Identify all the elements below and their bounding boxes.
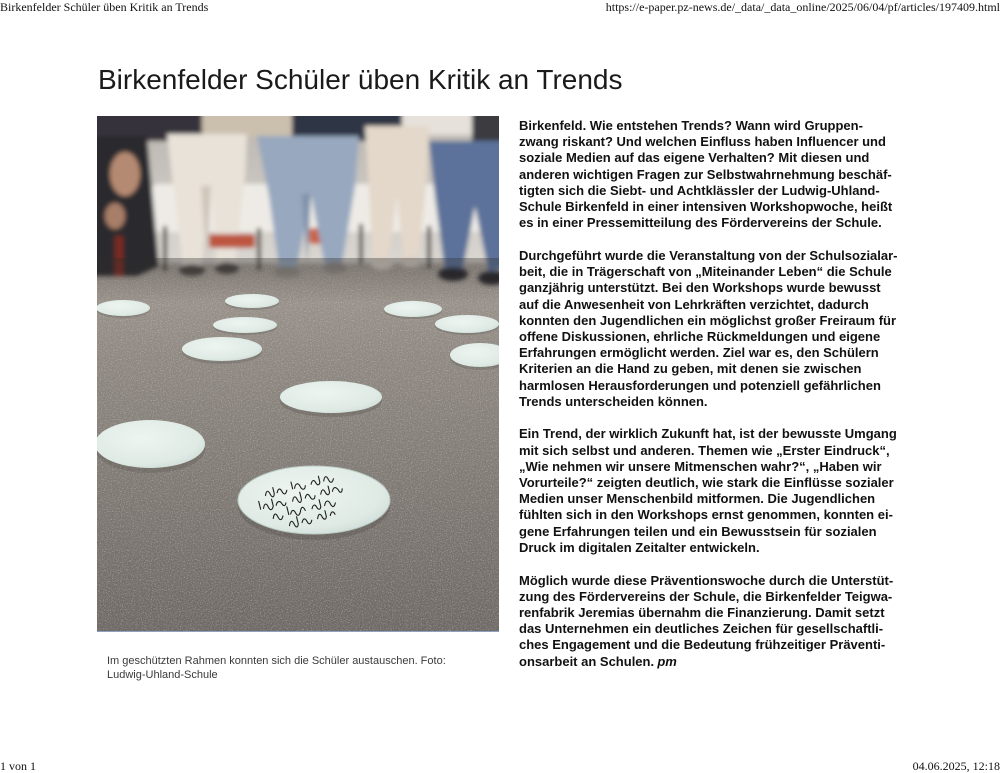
text-line: harmlosen Herausforderungen und potenziell gefährlichen: [519, 377, 881, 393]
article-paragraph: [519, 248, 919, 410]
text-line: es in einer Pressemitteilung des Fördervereins der Schule.: [519, 215, 882, 231]
text-line-content: onsarbeit an Schulen.: [519, 653, 655, 669]
text-line: zung des Fördervereins der Schule, die Birkenfelder Teigwa-: [519, 588, 893, 604]
text-line: zwang riskant? Und welchen Einfluss haben Influencer und: [519, 134, 886, 150]
text-line: Durchgeführt wurde die Veranstaltung von der Schulsozialar-: [519, 247, 898, 263]
text-line: „Wie nehmen wir unsere Mitmenschen wahr?“, „Haben wir: [519, 458, 882, 474]
article-paragraph: [519, 426, 919, 556]
text-line: das Unternehmen ein deutliches Zeichen für gesellschaftli-: [519, 621, 884, 637]
author-initials: pm: [657, 653, 677, 669]
print-timestamp: 04.06.2025, 12:18: [912, 759, 1000, 773]
article-headline: Birkenfelder Schüler üben Kritik an Trends: [98, 64, 623, 95]
text-line: anderen wichtigen Fragen zur Selbstwahrnehmung beschäf-: [519, 166, 892, 182]
article-paragraph: [519, 573, 919, 670]
text-line: tigten sich die Siebt- und Achtklässler der Ludwig-Uhland-: [519, 182, 880, 198]
text-line: beit, die in Trägerschaft von „Miteinander Leben“ die Schule: [519, 264, 892, 280]
photo-caption: [107, 655, 492, 682]
text-line: Medien unser Menschenbild mitformen. Die Jugendlichen: [519, 491, 876, 507]
text-line: renfabrik Jeremias übernahm die Finanzierung. Damit setzt: [519, 604, 885, 620]
caption-line: Im geschützten Rahmen konnten sich die Schüler austauschen. Foto:: [107, 655, 446, 667]
text-line: Druck im digitalen Zeitalter entwickeln.: [519, 539, 760, 555]
text-line: ches Engagement und die Bedeutung frühzeitiger Präventi-: [519, 637, 886, 653]
text-line: Birkenfeld. Wie entstehen Trends? Wann wird Gruppen-: [519, 118, 863, 133]
article-body: [519, 118, 919, 686]
text-line: gene Erfahrungen teilen und ein Bewusstsein für sozialen: [519, 523, 877, 539]
print-page-title: Birkenfelder Schüler üben Kritik an Trends: [0, 0, 209, 14]
text-line: Erfahrungen ermöglicht werden. Ziel war es, den Schülern: [519, 345, 879, 361]
text-line: Ein Trend, der wirklich Zukunft hat, ist der bewusste Umgang: [519, 426, 897, 442]
text-line: auf die Anwesenheit von Lehrkräften verzichtet, dadurch: [519, 296, 869, 312]
text-line: soziale Medien auf das eigene Verhalten? Mit diesen und: [519, 150, 870, 166]
text-line: Vorurteile?“ zeigten deutlich, wie stark die Einflüsse sozialer: [519, 475, 894, 491]
text-line: fühlten sich in den Workshops ernst genommen, konnten ei-: [519, 507, 893, 523]
article-photo-frame: [97, 116, 499, 632]
article-photo: [97, 116, 499, 631]
text-line: Trends unterscheiden können.: [519, 393, 708, 409]
text-line: konnten den Jugendlichen ein möglichst großer Freiraum für: [519, 312, 897, 328]
text-line: ganzjährig unterstützt. Bei den Workshops wurde bewusst: [519, 280, 881, 296]
text-line: Schule Birkenfeld in einer intensiven Workshopwoche, heißt: [519, 199, 893, 215]
print-page-count: 1 von 1: [0, 759, 36, 773]
print-url: https://e-paper.pz-news.de/_data/_data_online/2025/06/04/pf/articles/197409.html: [605, 0, 1000, 14]
text-line: mit sich selbst und anderen. Themen wie „Erster Eindruck“,: [519, 442, 890, 458]
text-line-last: [519, 654, 919, 670]
text-line: Kriterien an die Hand zu geben, mit denen sie zwischen: [519, 361, 862, 377]
caption-line: Ludwig-Uhland-Schule: [107, 668, 218, 681]
text-line: Möglich wurde diese Präventionswoche durch die Unterstüt-: [519, 572, 894, 588]
article-paragraph: [519, 118, 919, 231]
text-line: offene Diskussionen, ehrliche Rückmeldungen und eigene: [519, 328, 881, 344]
